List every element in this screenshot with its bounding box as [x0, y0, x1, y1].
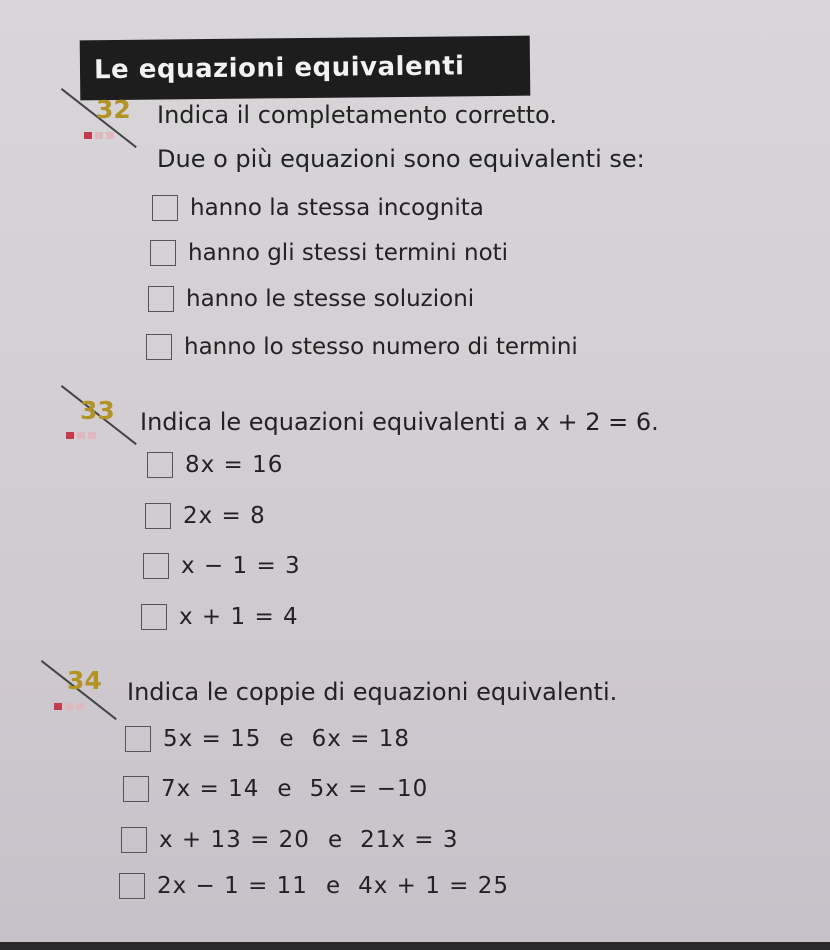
ex33-option-2	[145, 503, 266, 529]
checkbox[interactable]	[147, 452, 173, 478]
exercise-34-instruction: Indica le coppie di equazioni equivalenti.	[127, 678, 618, 706]
checkbox[interactable]	[119, 873, 145, 899]
ex33-option-4	[141, 604, 299, 630]
ex32-option-2	[150, 240, 508, 266]
difficulty-indicator	[66, 432, 96, 439]
equation: 2x = 8	[183, 503, 266, 529]
difficulty-indicator	[54, 703, 84, 710]
ex34-pair-1	[125, 726, 410, 752]
equation: x − 1 = 3	[181, 553, 301, 579]
section-title: Le equazioni equivalenti	[80, 36, 531, 101]
equation-right: 21x = 3	[360, 827, 459, 853]
checkbox[interactable]	[148, 286, 174, 312]
difficulty-indicator	[84, 132, 114, 139]
checkbox[interactable]	[123, 776, 149, 802]
ex33-option-1	[147, 452, 283, 478]
ex34-pair-4	[119, 873, 509, 899]
equation-right: 6x = 18	[311, 726, 410, 752]
conjunction: e	[277, 776, 292, 802]
checkbox[interactable]	[150, 240, 176, 266]
equation-left: 7x = 14	[161, 776, 260, 802]
checkbox[interactable]	[121, 827, 147, 853]
ex32-option-3	[148, 286, 474, 312]
equation-right: 5x = −10	[309, 776, 429, 802]
ex32-option-4	[146, 334, 578, 360]
option-label: hanno lo stesso numero di termini	[184, 334, 578, 360]
ex34-pair-3	[121, 827, 459, 853]
conjunction: e	[325, 873, 341, 899]
ex34-pair-2	[123, 776, 428, 802]
equation-left: 5x = 15	[163, 726, 262, 752]
ex32-option-1	[152, 195, 484, 221]
exercise-32-stem: Due o più equazioni sono equivalenti se:	[157, 145, 645, 173]
checkbox[interactable]	[125, 726, 151, 752]
option-label: hanno le stesse soluzioni	[186, 286, 475, 312]
exercise-34-number: 34	[67, 666, 102, 695]
exercise-33-instruction: Indica le equazioni equivalenti a x + 2 = 6.	[140, 408, 659, 436]
ex33-option-3	[143, 553, 301, 579]
equation-left: x + 13 = 20	[159, 827, 310, 853]
checkbox[interactable]	[141, 604, 167, 630]
conjunction: e	[327, 827, 343, 853]
conjunction: e	[279, 726, 294, 752]
equation: 8x = 16	[185, 452, 284, 478]
exercise-32-number: 32	[96, 95, 131, 124]
option-label: hanno gli stessi termini noti	[188, 240, 509, 266]
checkbox[interactable]	[145, 503, 171, 529]
checkbox[interactable]	[146, 334, 172, 360]
checkbox[interactable]	[143, 553, 169, 579]
exercise-33-number: 33	[80, 396, 115, 425]
option-label: hanno la stessa incognita	[190, 195, 484, 221]
page-bottom-edge	[0, 942, 830, 950]
equation: x + 1 = 4	[179, 604, 299, 630]
equation-left: 2x − 1 = 11	[157, 873, 308, 899]
exercise-32-instruction: Indica il completamento corretto.	[157, 101, 557, 129]
equation-right: 4x + 1 = 25	[358, 873, 510, 899]
checkbox[interactable]	[152, 195, 178, 221]
